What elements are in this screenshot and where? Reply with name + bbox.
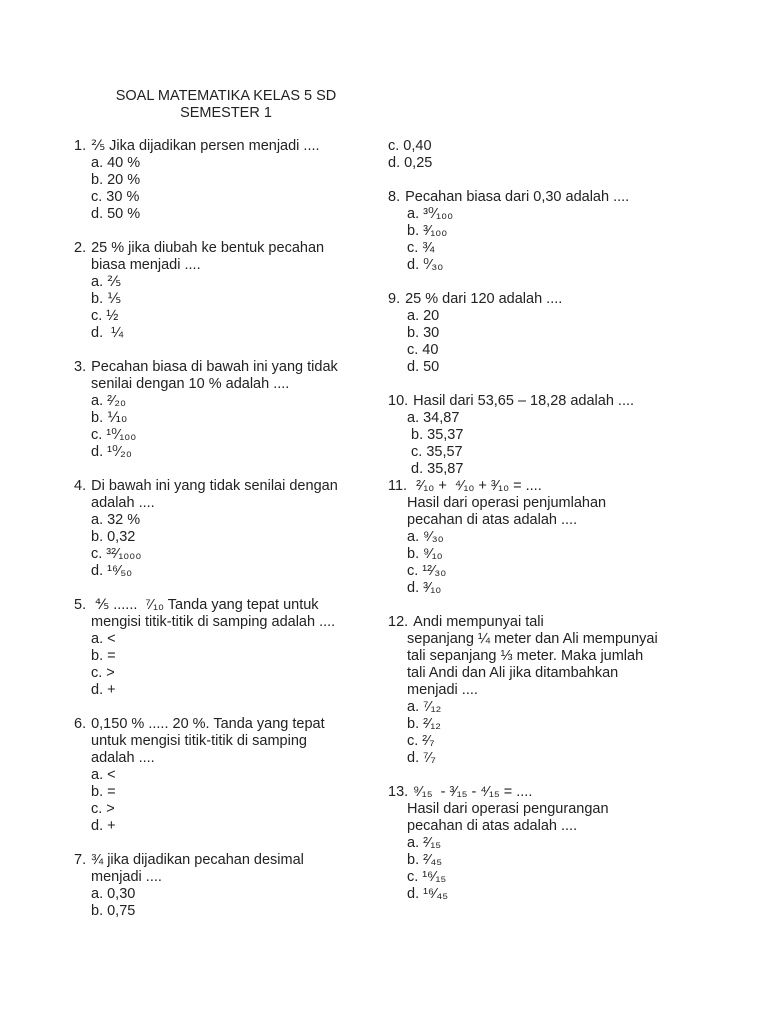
answer-option: d. 35,87 <box>407 461 464 477</box>
answer-option: b. ⅕ <box>91 291 122 307</box>
question-number: 1. <box>74 138 87 154</box>
question-text: Pecahan biasa di bawah ini yang tidak <box>91 359 338 375</box>
answer-option: c. ¹⁶⁄₁₅ <box>407 869 447 885</box>
answer-option: c. ¹⁰⁄₁₀₀ <box>91 427 137 443</box>
question-text: 25 % jika diubah ke bentuk pecahan <box>91 240 325 256</box>
answer-options <box>388 206 708 274</box>
question-text-continued: sepanjang ¼ meter dan Ali mempunyai <box>407 631 658 647</box>
right-column <box>388 138 708 920</box>
answer-option: a. ³⁰⁄₁₀₀ <box>407 206 454 222</box>
answer-option: c. 0,40 <box>388 138 432 154</box>
question-text: Hasil dari 53,65 – 18,28 adalah .... <box>413 393 635 409</box>
question-text: ⅖ Jika dijadikan persen menjadi .... <box>91 138 320 154</box>
answer-option: a. 20 <box>407 308 440 324</box>
question-number: 11. <box>388 478 408 494</box>
answer-option: a. 0,30 <box>91 886 136 902</box>
answer-option: b. 30 <box>407 325 440 341</box>
question-item <box>74 240 374 342</box>
question-text-continued: adalah .... <box>91 495 155 511</box>
question-number: 5. <box>74 597 87 613</box>
answer-option: b. 0,32 <box>91 529 136 545</box>
answer-option: d. 0,25 <box>388 155 433 171</box>
question-item <box>74 597 374 699</box>
question-item <box>388 291 708 376</box>
answer-option: c. ¹²⁄₃₀ <box>407 563 447 579</box>
answer-option: b. ⁹⁄₁₀ <box>407 546 443 562</box>
answer-option: a. ⁹⁄₃₀ <box>407 529 444 545</box>
answer-option: d. + <box>91 818 116 834</box>
question-number: 8. <box>388 189 401 205</box>
answer-option: d. 50 <box>407 359 440 375</box>
answer-option: a. 34,87 <box>407 410 460 426</box>
question-text-continued: tali sepanjang ⅓ meter. Maka jumlah <box>407 648 644 664</box>
title-line-1: SOAL MATEMATIKA KELAS 5 SD <box>115 88 337 104</box>
question-text: Di bawah ini yang tidak senilai dengan <box>91 478 338 494</box>
answer-options <box>388 529 708 597</box>
title-line-2: SEMESTER 1 <box>180 105 272 121</box>
question-number: 6. <box>74 716 87 732</box>
answer-option: c. ½ <box>91 308 119 324</box>
answer-option: a. ²⁄₂₀ <box>91 393 127 409</box>
question-first-line <box>74 138 374 155</box>
answer-option: a. ²⁄₁₅ <box>407 835 442 851</box>
answer-option: d. ¼ <box>91 325 124 341</box>
answer-options <box>74 886 374 920</box>
question-item <box>388 393 708 478</box>
answer-options <box>74 631 374 699</box>
question-text-continued: tali Andi dan Ali jika ditambahkan <box>407 665 619 681</box>
answer-option: b. ⅒ <box>91 410 127 426</box>
question-first-line <box>388 478 708 495</box>
question-number: 3. <box>74 359 87 375</box>
question-item <box>74 359 374 461</box>
answer-options <box>74 155 374 223</box>
question-item <box>74 852 374 920</box>
question-first-line <box>388 784 708 801</box>
answer-options <box>388 308 708 376</box>
question-text-continued: pecahan di atas adalah .... <box>407 818 578 834</box>
question-first-line <box>388 189 708 206</box>
answer-option: c. ¾ <box>407 240 435 256</box>
question-item <box>388 138 708 172</box>
answer-option: c. 30 % <box>91 189 140 205</box>
answer-option: a. < <box>91 767 116 783</box>
question-number: 12. <box>388 614 409 630</box>
question-text-continued: pecahan di atas adalah .... <box>407 512 578 528</box>
answer-option: b. ³⁄₁₀₀ <box>407 223 448 239</box>
question-item <box>74 478 374 580</box>
question-number: 7. <box>74 852 87 868</box>
answer-option: d. + <box>91 682 116 698</box>
question-item <box>388 614 708 767</box>
question-number: 13. <box>388 784 409 800</box>
answer-option: c. ³²⁄₁₀₀₀ <box>91 546 142 562</box>
answer-options <box>74 393 374 461</box>
question-text-continued: Hasil dari operasi penjumlahan <box>407 495 607 511</box>
question-number: 10. <box>388 393 409 409</box>
answer-option: b. 0,75 <box>91 903 136 919</box>
question-text-continued: Hasil dari operasi pengurangan <box>407 801 609 817</box>
question-item <box>388 189 708 274</box>
question-text-continued: menjadi .... <box>91 869 162 885</box>
question-text: 25 % dari 120 adalah .... <box>405 291 563 307</box>
question-text-continued: untuk mengisi titik-titik di samping <box>91 733 307 749</box>
question-text-continued: mengisi titik-titik di samping adalah .... <box>91 614 336 630</box>
question-text: Pecahan biasa dari 0,30 adalah .... <box>405 189 630 205</box>
page-title <box>74 88 378 122</box>
question-first-line <box>74 359 374 376</box>
answer-option: d. ⁰⁄₃₀ <box>407 257 444 273</box>
question-first-line <box>388 614 708 631</box>
answer-options <box>388 835 708 903</box>
question-text: 0,150 % ..... 20 %. Tanda yang tepat <box>91 716 325 732</box>
question-first-line <box>74 240 374 257</box>
answer-option: c. 35,57 <box>407 444 463 460</box>
question-first-line <box>388 393 708 410</box>
answer-option: c. 40 <box>407 342 439 358</box>
answer-option: d. ¹⁶⁄₄₅ <box>407 886 449 902</box>
question-text: Andi mempunyai tali <box>413 614 544 630</box>
answer-option: b. = <box>91 784 116 800</box>
answer-option: c. > <box>91 665 115 681</box>
question-number: 4. <box>74 478 87 494</box>
answer-option: a. 32 % <box>91 512 141 528</box>
answer-options <box>74 767 374 835</box>
question-item <box>388 478 708 597</box>
answer-options <box>74 274 374 342</box>
answer-option: a. 40 % <box>91 155 141 171</box>
answer-options <box>74 512 374 580</box>
question-text-continued: adalah .... <box>91 750 155 766</box>
answer-option: d. 50 % <box>91 206 141 222</box>
question-text: ²⁄₁₀ + ⁴⁄₁₀ + ³⁄₁₀ = .... <box>412 478 542 494</box>
answer-options <box>388 410 708 478</box>
question-first-line <box>388 291 708 308</box>
question-text-continued: senilai dengan 10 % adalah .... <box>91 376 290 392</box>
answer-options <box>388 699 708 767</box>
question-item <box>74 138 374 223</box>
answer-option: b. 20 % <box>91 172 141 188</box>
question-first-line <box>74 716 374 733</box>
answer-option: b. = <box>91 648 116 664</box>
question-item <box>74 716 374 835</box>
answer-option: d. ¹⁶⁄₅₀ <box>91 563 133 579</box>
answer-option: d. ¹⁰⁄₂₀ <box>91 444 132 460</box>
answer-options <box>388 138 708 172</box>
answer-option: c. > <box>91 801 115 817</box>
question-number: 2. <box>74 240 87 256</box>
question-first-line <box>74 597 374 614</box>
question-text-continued: biasa menjadi .... <box>91 257 201 273</box>
answer-option: c. ²⁄₇ <box>407 733 435 749</box>
answer-option: b. ²⁄₁₂ <box>407 716 441 732</box>
question-number: 9. <box>388 291 401 307</box>
question-text: ⁹⁄₁₅ - ³⁄₁₅ - ⁴⁄₁₅ = .... <box>413 784 533 800</box>
question-text-continued: menjadi .... <box>407 682 478 698</box>
question-item <box>388 784 708 903</box>
question-text: ⅘ ...... ⁷⁄₁₀ Tanda yang tepat untuk <box>91 597 319 613</box>
answer-option: a. ⁷⁄₁₂ <box>407 699 442 715</box>
question-first-line <box>74 852 374 869</box>
answer-option: b. 35,37 <box>407 427 464 443</box>
question-first-line <box>74 478 374 495</box>
answer-option: d. ³⁄₁₀ <box>407 580 442 596</box>
answer-option: d. ⁷⁄₇ <box>407 750 436 766</box>
question-text: ¾ jika dijadikan pecahan desimal <box>91 852 304 868</box>
answer-option: a. ⅖ <box>91 274 122 290</box>
left-column <box>74 138 374 937</box>
answer-option: a. < <box>91 631 116 647</box>
answer-option: b. ²⁄₄₅ <box>407 852 443 868</box>
